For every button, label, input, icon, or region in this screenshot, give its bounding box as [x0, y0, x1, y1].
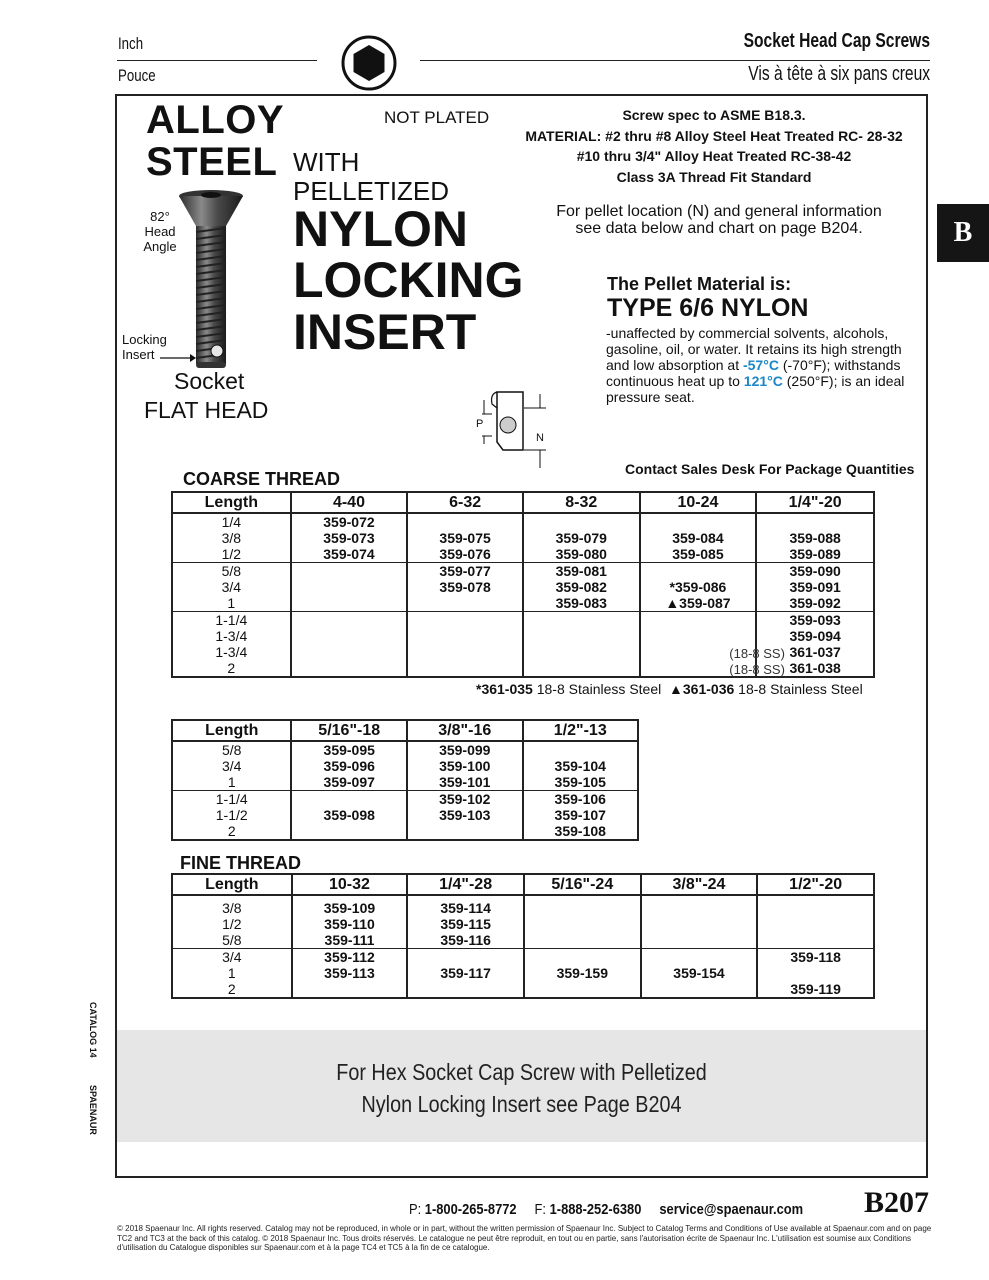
title-insert: INSERT [293, 304, 477, 360]
col-header: 3/8"-24 [641, 874, 758, 895]
header-inch: Inch [118, 34, 144, 53]
finish-label: NOT PLATED [384, 108, 490, 127]
col-header: 4-40 [291, 492, 408, 513]
table-row: 1-1/4 1-1/2 2 359-098 359-102 359-103 359-106 359-107 359-108 [172, 791, 638, 841]
catalog-label: CATALOG 14 [88, 1002, 98, 1058]
pellet-description: -unaffected by commercial solvents, alcohols, gasoline, oil, or water. It retains its high strength and low absorption at -57°C (-70°F); withstands continuous heat up to 121°C (250°F); is an ideal pressure seat. [606, 325, 905, 405]
pellet-type: TYPE 6/6 NYLON [607, 294, 809, 322]
diagram-p-label: P [476, 418, 484, 430]
header-title-en: Socket Head Cap Screws [743, 30, 930, 52]
pellet-location-diagram [470, 384, 550, 470]
table-row: 3/4 1 2 359-112 359-113 359-117 359-159 359-154 359-118 359-119 [172, 949, 874, 999]
diagram-n-label: N [536, 432, 544, 444]
col-header: 1/2"-20 [757, 874, 874, 895]
title-with: WITH [293, 147, 360, 177]
brand-label: SPAENAUR [88, 1085, 98, 1135]
locking-insert-label: Locking Insert [122, 332, 167, 362]
email-link[interactable]: service@spaenaur.com [659, 1201, 804, 1218]
table-row: 1/4 3/8 1/2 359-072 359-073 359-074 359-075 359-076 359-079 359-080 359-084 359-085 359-088 359-089 [172, 513, 874, 563]
col-header: 10-24 [640, 492, 757, 513]
col-header: 3/8"-16 [407, 720, 522, 741]
col-header: 1/2"-13 [523, 720, 639, 741]
table-row: 1-1/4 1-3/4 1-3/4 2 359-093 359-094 361-037 361-038 (18-8 SS) (18-8 SS) [172, 612, 874, 678]
fine-title: FINE THREAD [180, 853, 301, 873]
title-alloy: ALLOY [146, 98, 285, 142]
col-header: 10-32 [292, 874, 408, 895]
footer-contact: P: 1-800-265-8772 F: 1-888-252-6380 service@spaenaur.com [409, 1201, 804, 1218]
ss-note: (18-8 SS) [729, 646, 785, 661]
col-header: 5/16"-18 [291, 720, 407, 741]
flat-head-screw-image [176, 188, 246, 370]
header-title-fr: Vis à tête à six pans creux [748, 63, 930, 85]
title-locking: LOCKING [293, 252, 524, 308]
table-row: 5/8 3/4 1 359-095 359-096 359-097 359-099 359-100 359-101 359-104 359-105 [172, 741, 638, 791]
coarse-title: COARSE THREAD [183, 469, 341, 489]
cross-reference-banner [117, 1030, 926, 1142]
socket-label: Socket [174, 368, 245, 394]
head-angle-label: 82° Head Angle [143, 209, 177, 254]
flat-head-label: FLAT HEAD [144, 397, 269, 423]
title-steel: STEEL [146, 140, 278, 184]
table-row: 5/8 3/4 1 359-077 359-078 359-081 359-082 359-083 *359-086 ▲359-087 359-090 359-091 359-092 [172, 563, 874, 612]
section-tab: B [937, 204, 989, 262]
title-pelletized: PELLETIZED [293, 176, 450, 206]
banner-line-2: Nylon Locking Insert see Page B204 [361, 1091, 682, 1117]
col-header: 1/4"-28 [407, 874, 524, 895]
col-header: 5/16"-24 [524, 874, 641, 895]
col-header: Length [172, 874, 292, 895]
page-number: B207 [863, 1186, 929, 1219]
header-rule-right [420, 60, 930, 61]
header-pouce: Pouce [118, 66, 156, 85]
coarse-footnote: *361-035 18-8 Stainless Steel ▲361-036 18-8 Stainless Steel [476, 681, 863, 697]
title-nylon: NYLON [293, 201, 468, 257]
legal-text: © 2018 Spaenaur Inc. All rights reserved. Catalog may not be reproduced, in whole or in part, without the written permission of Spaenaur Inc. Subject to Catalog Terms and Conditions of Use available at Spaenaur.com and on page TC2 and TC3 at the back of this catalog. © 2018 Spaenaur Inc. Tous droits réservés. Le catalogue ne peut être reproduit, en tout ou en partie, sans l'autorisation écrite de Spaenaur Inc. L'utilisation est soumise aux Conditions d'utilisation du Catalogue disponibles sur Spaenaur.com et à la page TC4 et TC5 à la fin de ce catalogue. [117, 1224, 932, 1252]
col-header: Length [172, 492, 291, 513]
pellet-heading: The Pellet Material is: [607, 274, 792, 294]
info-block: For pellet location (N) and general information see data below and chart on page B204. [556, 203, 882, 237]
coarse-large-table [171, 719, 639, 841]
col-header: 6-32 [407, 492, 523, 513]
coarse-thread-table [171, 491, 875, 678]
table-row: 3/8 1/2 5/8 359-109 359-110 359-111 359-114 359-115 359-116 [172, 895, 874, 949]
header-rule-left [117, 60, 317, 61]
ss-note: (18-8 SS) [729, 662, 785, 677]
hex-socket-icon [340, 34, 398, 92]
spec-block: Screw spec to ASME B18.3. MATERIAL: #2 thru #8 Alloy Steel Heat Treated RC- 28-32 #10 thru 3/4" Alloy Heat Treated RC-38-42 Class 3A Thread Fit Standard [525, 107, 903, 185]
banner-line-1: For Hex Socket Cap Screw with Pelletized [336, 1059, 707, 1085]
contact-note: Contact Sales Desk For Package Quantities [625, 461, 915, 477]
col-header: 8-32 [523, 492, 640, 513]
fine-thread-table [171, 873, 875, 999]
col-header: Length [172, 720, 291, 741]
col-header: 1/4"-20 [756, 492, 874, 513]
